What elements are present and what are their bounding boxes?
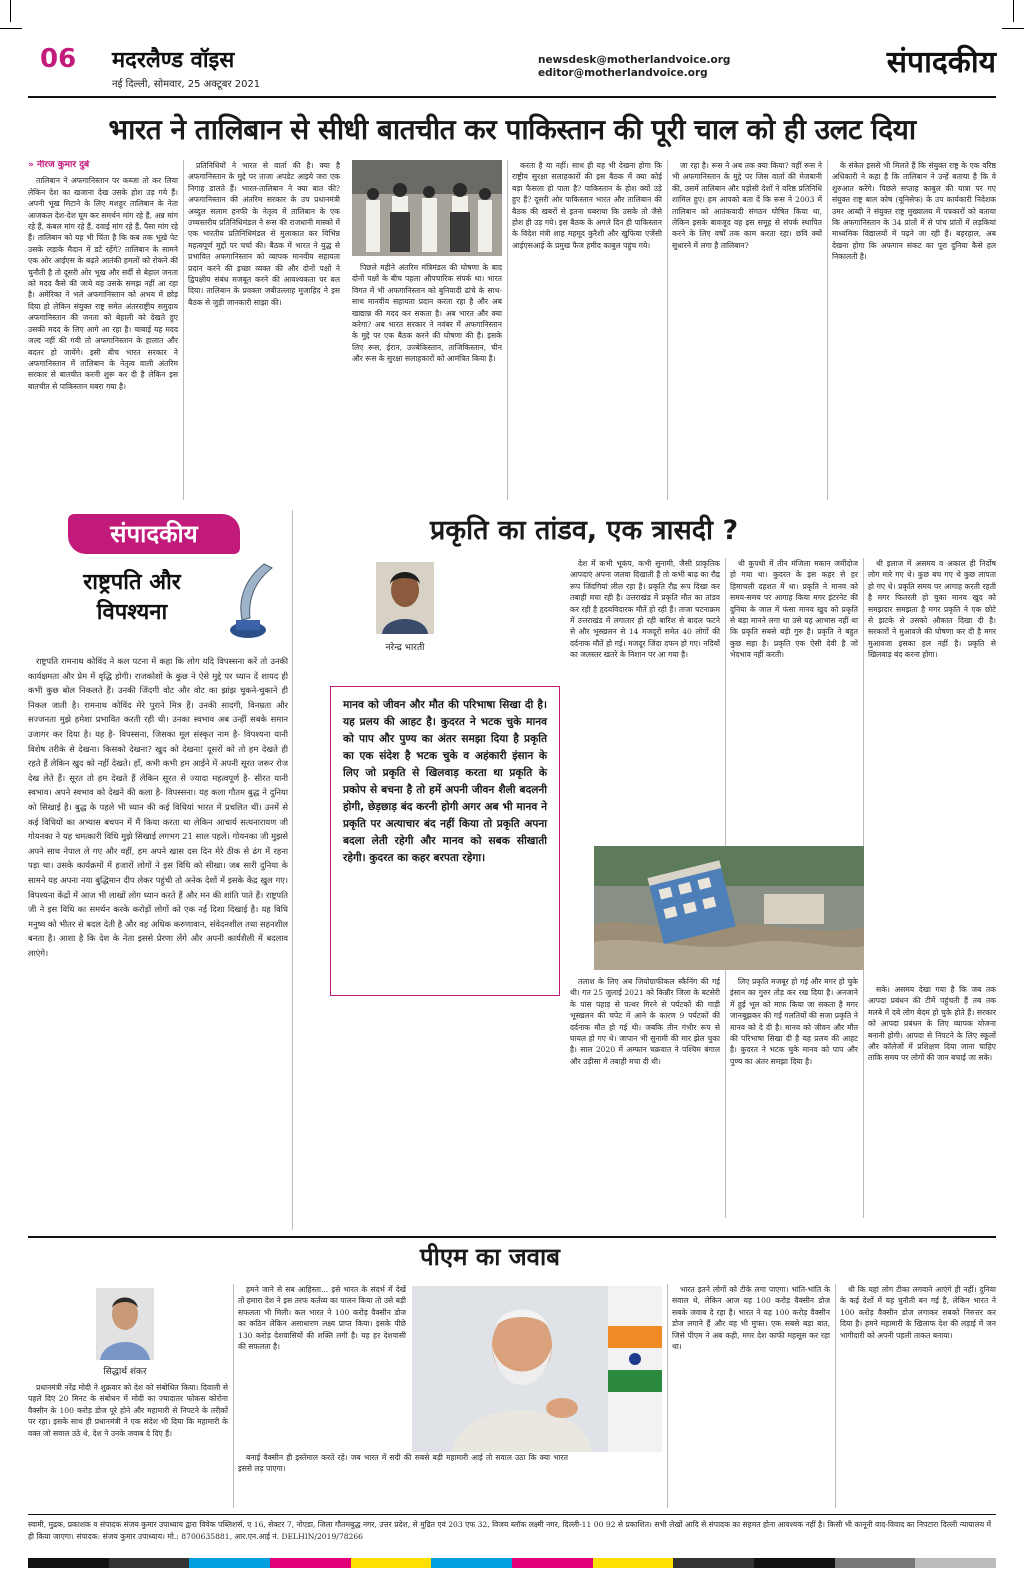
registration-color-bar bbox=[28, 1558, 996, 1568]
article2-text-6: सके। असमय देखा गया है कि जब तक आपदा प्रबंधन की टीमें पहुंचती हैं तब तक मलबे में दबे लोग बेदम हो चुके होते हैं। सरकार को आपदा प्रबंधन के लिए व्यापक योजना बनानी होगी। आपदा से निपटने के लिए स्कूलों और कॉलेजों में प्रशिक्षण दिया जाना चाहिए ताकि समय पर लोगों की जान बचाई जा सके। bbox=[868, 985, 996, 1063]
article3-text-2: हमने जाने से सब आहिस्ता... इसे भारत के संदर्भ में देखें तो हमारा देश ने इस तरफ कर्तव्य का पालन किया तो उसे बड़ी सफलता भी मिली। कल भारत ने 100 करोड़ वैक्सीन डोज का कठिन लेकिन असाधारण लक्ष्य प्राप्त किया। इसके पीछे 130 करोड़ देशवासियों की शक्ति लगी है। यह हर देशवासी की सफलता है। bbox=[238, 1285, 406, 1352]
contact-emails bbox=[538, 54, 730, 80]
color-swatch bbox=[915, 1558, 996, 1568]
imprint-footer bbox=[28, 1514, 996, 1552]
article1-column-3 bbox=[352, 262, 502, 500]
article3-column-2 bbox=[238, 1284, 406, 1404]
color-swatch bbox=[754, 1558, 835, 1568]
article2-text-4: तलाश के लिए अब जियोग्राफीकल स्कैनिंग की गई थी। गत 25 जुलाई 2021 को किन्नौर जिला के बटसेरी के पास पहाड़ से पत्थर गिरने से पर्यटकों की गाड़ी भूस्खलन की चपेट में आने के कारण 9 पर्यटकों की दर्दनाक मौत हो गई थी। जबकि तीन गंभीर रूप से घायल हो गए थे। जापान भी सुनामी की मार झेल चुका है। साल 2020 में अम्फान चक्रवात ने पश्चिम बंगाल और उड़ीसा में तबाही मचा दी थी। bbox=[570, 977, 720, 1066]
pm-photo bbox=[412, 1286, 662, 1452]
crop-mark-top-left bbox=[10, 0, 11, 22]
article2-column-3 bbox=[868, 558, 996, 978]
article3-column-1 bbox=[28, 1382, 228, 1506]
color-swatch bbox=[673, 1558, 754, 1568]
flood-photo bbox=[594, 846, 864, 970]
article3-column-4 bbox=[840, 1284, 996, 1508]
imprint-text: स्वामी, मुद्रक, प्रकाशक व संपादक संजय कुमार उपाध्याय द्वारा विवेक पब्लिशर्स, ए 16, सेक्टर 7, नोएडा, जिला गौतमबुद्ध नगर, उत्तर प्रदेश, से मुद्रित एवं 203 एफ 32, विजय ब्लॉक लक्ष्मी नगर, दिल्ली-11 00 92 से प्रकाशित। सभी लेखों आदि से संपादक का सहमत होना आवश्यक नहीं है। किसी भी कानूनी वाद-विवाद का निपटारा दिल्ली न्यायालय में ही किया जाएगा। संपादक: संजय कुमार उपाध्याय। मो.: 8700635881, आर.एन.आई नं. DELHIN/2019/78266 bbox=[28, 1520, 992, 1541]
article1-column-2 bbox=[188, 160, 340, 500]
column-divider bbox=[835, 1284, 836, 1508]
article1-column-5 bbox=[672, 160, 822, 500]
article2-text-5: लिए प्रकृति मजबूर हो गई और मगर हो चुके इंसान का गुरुर तोड़ कर रख दिया है। अनजाने में हुई भूल को माफ किया जा सकता है मगर जानबूझकर की गई गलतियों की सजा प्रकृति ने मानव को दे दी है। मानव को जीवन और मौत की परिभाषा सिखा दी है यह प्रलय की आहट है। कुदरत ने भटक चुके मानव को पाप और पुण्य का अंतर समझा दिया है। bbox=[730, 977, 858, 1066]
article2-pullquote: मानव को जीवन और मौत की परिभाषा सिखा दी है। यह प्रलय की आहट है। कुदरत ने भटक चुके मानव को पाप और पुण्य का अंतर समझा दिया है प्रकृति का एक संदेश है भटक चुके व अहंकारी इंसान के लिए जो प्रकृति से खिलवाड़ करता था प्रकृति के प्रकोप से बचना है तो हमें अपनी जीवन शैली बदलनी होगी, छेड़छाड़ बंद करनी होगी अगर अब भी मानव ने प्रकृति पर अत्याचार बंद नहीं किया तो प्रकृति अपना बदला लेती रहेगी और मानव को सबक सीखाती रहेगी। कुदरत का कहर बरपता रहेगा। bbox=[330, 686, 560, 996]
article3-headline: पीएम का जवाब bbox=[420, 1243, 560, 1271]
column-divider bbox=[292, 510, 293, 1230]
date-line: नई दिल्ली, सोमवार, 25 अक्टूबर 2021 bbox=[112, 79, 261, 90]
crop-mark-right bbox=[1002, 28, 1024, 29]
article3-text-4: थी कि यहां लोग टीका लगवाने आएंगे ही नहीं। दुनिया के कई देशों में यह चुनौती बन गई है, लेकिन भारत ने 100 करोड़ वैक्सीन डोज लगाकर सबको निरुत्तर कर दिया है। हमने महामारी के खिलाफ देश की लड़ाई में जन भागीदारी को अपनी पहली ताकत बनाया। bbox=[840, 1285, 996, 1340]
editorial-banner: संपादकीय bbox=[68, 514, 240, 554]
color-swatch bbox=[431, 1558, 512, 1568]
article3-text-3: भारत इतने लोगों को टीके लगा पाएगा। भांति-भांति के सवाल थे, लेकिन आज यह 100 करोड़ वैक्सीन डोज सबके जवाब दे रहा है। भारत ने यह 100 करोड़ वैक्सीन डोज लगाने हैं और वह भी मुफ्त। एक सबसे बड़ा बात, जिसे पीएम ने अब कही, मगर देश काफी महसूस कर रहा था। bbox=[672, 1285, 830, 1352]
editor-email[interactable]: editor@motherlandvoice.org bbox=[538, 67, 708, 79]
author-photo-siddharth bbox=[96, 1288, 154, 1360]
article3-column-3 bbox=[672, 1284, 830, 1508]
paper-name: मदरलैण्ड वॉइस bbox=[112, 48, 235, 73]
article1-column-4 bbox=[512, 160, 662, 500]
editorial-body-column bbox=[28, 654, 288, 1230]
article1-text-3: पिछले महीने अंतरिम मंत्रिमंडल की घोषणा के बाद दोनों पक्षों के बीच पहला औपचारिक संपर्क था। भारत विगत में भी अफगानिस्तान को बुनियादी ढांचे के साथ-साथ मानवीय सहायता प्रदान करता रहा है और अब खाद्यान्न की मदद कर सकता है। अब भारत और क्या करेगा? अब भारत सरकार ने नवंबर में अफगानिस्तान के मुद्दे पर एक बैठक करने की घोषणा की है। इसके लिए रूस, ईरान, उज्बेकिस्तान, ताजिकिस्तान, चीन और रूस के सुरक्षा सलाहकारों को आमंत्रित किया है। bbox=[352, 263, 502, 364]
column-divider bbox=[183, 160, 184, 500]
page-number: 06 bbox=[40, 44, 77, 74]
article1-text-4: करता है या नहीं। साथ ही यह भी देखना होगा कि राष्ट्रीय सुरक्षा सलाहकारों की इस बैठक में क्या कोई बड़ा फैसला हो पाता है? पाकिस्तान के होश क्यों उड़े हुए हैं? दूसरी ओर पाकिस्तान भारत और तालिबान की बैठक की खबरों से इतना घबराया कि उसके तो जैसे होश ही उड़ गये। इस बैठक के अगले दिन ही पाकिस्तान के विदेश मंत्री शाह महमूद कुरैशी और खुफिया एजेंसी आईएसआई के प्रमुख फैज हमीद काबुल पहुंच गये। bbox=[512, 161, 662, 250]
article2-column-5 bbox=[730, 976, 858, 1220]
color-swatch bbox=[109, 1558, 190, 1568]
editorial-body: राष्ट्रपति रामनाथ कोविंद ने कल पटना में कहा कि लोग यदि विपस्सना करें तो उनकी कार्यक्षमता और प्रेम में वृद्धि होगी। राजकोशों के कुछ ने ऐसे मुद्दे पर ध्यान दें शायद ही कभी कुछ बोल निकलते हैं। उनकी जिंदगी वोट और वोट का झांझ चुकने-चुकाने ही निकल जाती है। रामनाथ कोविंद मेरे पुराने मित्र हैं। उनकी सादगी, विनम्रता और सज्जनता मुझे हमेशा प्रभावित करती रही थी। उनका स्वभाव अब उन्हीं सबके समान उजागर कर दिया है। यह है- विपस्सना, जिसका मूल संस्कृत नाम है- विपश्यना यानी विशेष तरीके से देखना। किसको देखना? खुद को देखना! दूसरों को तो हम देखते ही रहते हैं लेकिन खुद को नहीं देखते। हाँ, कभी कभी हम आईने में अपनी सूरत जरूर रोज देख लेते हैं। सूरत तो हम देखते हैं लेकिन सूरत से ज्यादा महत्वपूर्ण है- सीरत यानी स्वभाव। अपने स्वभाव को देखने की कला है- विपस्सना। यह कला गौतम बुद्ध ने दुनिया को सिखाई है। बुद्ध के पहले भी ध्यान की कई विधियां भारत में प्रचलित थीं। उनमें से कई विधियों का अभ्यास बचपन में मैं किया करता था लेकिन आचार्य सत्यनारायण जी गोयनका ने यह चमत्कारी विधि मुझे सिखाई लगभग 21 साल पहले। गोयनका जी मुझसे अपने साथ नेपाल ले गए और वहीं, हम अपने खास दस दिन मेरे ठीक से ढंग में रहना पड़ा था। उसके कार्यक्रमों में हजारों लोगों ने इस विधि को सीखा। जब सारी दुनिया के सामने यह अपना नया बुद्धिमान दीप लेकर पहुंची तो अनेक देशों में इसके केंद्र खुल गए। विपश्यना केंद्रों में आज भी लाखों लोग ध्यान करते हैं और मन की शांति पाते हैं। राष्ट्रपति जी ने इस विधि का समर्थन करके करोड़ों लोगों को एक नई दिशा दिखाई है। यह विधि मनुष्य को भीतर से बदल देती है और वह अधिक करुणावान, संवेदनशील तथा सहनशील बनता है। आशा है कि देश के नेता इससे प्रेरणा लेंगे और अपनी कार्यशैली में बदलाव लाएंगे। bbox=[28, 656, 288, 958]
newsdesk-email[interactable]: newsdesk@motherlandvoice.org bbox=[538, 54, 731, 66]
article2-column-1 bbox=[570, 558, 720, 840]
article2-text-1: देश में कभी भूकंप, कभी सुनामी, जैसी प्राकृतिक आपदाएं अपना जलवा दिखाती हैं तो कभी बाढ़ का रौद्र रूप जिंदगियां लील रहा है। प्रकृति रौद्र रूप दिखा कर तबाही मचा रही है। उत्तराखंड में प्रकृति मौत का तांडव कर रही है हृदयविदारक मौतें हो रही हैं। ताजा घटनाक्रम में उत्तराखंड में लगातार हो रही बारिश से बादल फटने से और भूस्खलन से 14 मजदूरों समेत 40 लोगों की दर्दनाक मौतें हो गई। मजदूर जिंदा दफन हो गए। नदियों का जलस्तर खतरे के निशान पर आ गया है। bbox=[570, 559, 720, 660]
article1-column-6 bbox=[832, 160, 996, 500]
article1-byline: » नीरज कुमार दुबे bbox=[28, 160, 90, 170]
color-swatch bbox=[351, 1558, 432, 1568]
crop-mark-left bbox=[0, 28, 22, 29]
column-divider bbox=[667, 1284, 668, 1508]
color-swatch bbox=[835, 1558, 916, 1568]
article3-column-5 bbox=[238, 1452, 568, 1508]
article2-author: नरेन्द्र भारती bbox=[385, 643, 425, 653]
crop-mark-top-right bbox=[1013, 0, 1014, 22]
masthead bbox=[28, 40, 996, 98]
color-swatch bbox=[189, 1558, 270, 1568]
article2-text-2: थी कुपथी में तीन मंजिला मकान जमींदोज हो गया था। कुदरत के इस कहर से हर हिमाचली दहशत में था। प्रकृति ने मानव को समय-समय पर आगाह किया मगर इंटरनेट की दुनिया के जाल में फंसा मानव खुद को प्रकृति से बड़ा मानने लगा था उसे यह आभास नहीं था कि प्रकृति सबसे बड़ी गुरु है। प्रकृति ने बहुत कुछ सहा है। प्रकृति एक ऐसी देवी है जो भेदभाव नहीं करती। bbox=[730, 559, 858, 660]
column-divider bbox=[507, 160, 508, 500]
ink-quill-icon bbox=[224, 560, 280, 640]
editorial-title: राष्ट्रपति और विपश्यना bbox=[83, 570, 181, 625]
article3-text-1: प्रधानमंत्री नरेंद्र मोदी ने शुक्रवार को देश को संबोधित किया। दिवाली से पहले दिए 20 मिनट के संबोधन में मोदी का ज्यादातर फोकस कोरोना वैक्सीन के 100 करोड़ डोज पूरे होने और महामारी से निपटने के तरीकों पर रहा। इसके साथ ही प्रधानमंत्री ने एक संदेश भी दिया कि महामारी के वक्त जो सवाल उठे थे, देश ने उनके जवाब दे दिए हैं। bbox=[28, 1383, 228, 1438]
color-swatch bbox=[270, 1558, 351, 1568]
article1-headline: भारत ने तालिबान से सीधी बातचीत कर पाकिस्तान की पूरी चाल को ही उलट दिया bbox=[108, 113, 916, 146]
column-divider bbox=[827, 160, 828, 500]
article2-headline: प्रकृति का तांडव, एक त्रासदी ? bbox=[430, 515, 739, 546]
taliban-meeting-photo bbox=[352, 160, 502, 256]
article2-column-2 bbox=[730, 558, 858, 840]
article2-text-3: थी इलाज में असमय व अकाल ही निर्दोष लोग मारे गए थे। कुछ बच गए थे कुछ लापता हो गए थे। प्रकृति समय पर आगाह करती रहती है मगर फितरती हो चुका मानव खुद को समझदार समझता है मगर प्रकृति ने एक छोटे से झटके से उसको औकात दिखा दी है। सरकारों ने मुआवजे की घोषणा कर दी है मगर मुआवजा इसका हल नहीं है। प्रकृति से खिलवाड़ बंद करना होगा। bbox=[868, 559, 996, 660]
column-divider bbox=[233, 1284, 234, 1508]
article1-text-2: प्रतिनिधियों ने भारत से वार्ता की है। क्या है अफगानिस्तान के मुद्दे पर ताजा अपडेट आइये जरा एक निगाह डालते हैं। भारत-तालिबान ने क्या बात की? अफगानिस्तान की अंतरिम सरकार के उप प्रधानमंत्री अब्दुल सलाम हनफी के नेतृत्व में तालिबान के एक उच्चस्तरीय प्रतिनिधिमंडल ने रूस की राजधानी मास्को में एक भारतीय प्रतिनिधिमंडल से मुलाकात कर विभिन्न महत्वपूर्ण मुद्दों पर चर्चा की। बैठक में भारत ने युद्ध से प्रभावित अफगानिस्तान को व्यापक मानवीय सहायता प्रदान करने की इच्छा व्यक्त की और दोनों पक्षों ने द्विपक्षीय संबंध मजबूत करने की आवश्यकता पर बल दिया। तालिबान के प्रवक्ता जबीउल्लाह मुजाहिद ने इस बैठक से जुड़ी जानकारी साझा की। bbox=[188, 161, 340, 307]
article2-column-6 bbox=[868, 984, 996, 1220]
article1-text-5: जा रहा है। रूस ने अब तक क्या किया? वहीं रूस ने भी अफगानिस्तान के मुद्दे पर जिस वार्ता की मेजबानी की, उसमें तालिबान और पड़ोसी देशों ने वरिष्ठ प्रतिनिधि शामिल हुए। हम आपको बता दें कि रूस ने 2003 में तालिबान को आतंकवादी संगठन घोषित किया था, लेकिन इसके बावजूद वह इस समूह से संपर्क स्थापित करने के लिए वर्षों तक काम करता रहा। छवि क्यों सुधारने में लगा है तालिबान? bbox=[672, 161, 822, 250]
column-divider bbox=[667, 160, 668, 500]
article2-column-4 bbox=[570, 976, 720, 1220]
article3-text-5: बनाई वैक्सीन ही इस्तेमाल करते रहे। जब भारत में सदी की सबसे बड़ी महामारी आई तो सवाल उठा कि क्या भारत इससे लड़ पाएगा। bbox=[238, 1453, 568, 1474]
editorial-header bbox=[28, 510, 290, 648]
author-photo-narendra bbox=[376, 562, 434, 634]
article3-author: सिद्धार्थ शंकर bbox=[103, 1367, 147, 1377]
color-swatch bbox=[593, 1558, 674, 1568]
article1-text-1: तालिबान ने अफगानिस्तान पर कब्जा तो कर लिया लेकिन देश का खजाना देख उसके होश उड़ गये हैं। अपनी भूख मिटाने के लिए मशहूर तालिबान के नेता आजकल देश-देश घूम कर समर्थन मांग रहे हैं, अन्न मांग रहे हैं, कंबल मांग रहे हैं, दवाई मांग रहे हैं, पैसा मांग रहे हैं। तालिबान को यह भी चिंता है कि कब तक भूखे पेट उसके लड़ाके मैदान में डटे रहेंगे? तालिबान के सामने एक ओर आईएस के बढ़ते आतंकी हमलों को रोकने की चुनौती है तो दूसरी ओर भूख और सर्दी से बेहाल जनता को मदद कैसे की जाये यह उसके समझ नहीं आ रहा है। अमेरिका ने भले अफगानिस्तान को अभय में छोड़ दिया हो लेकिन संयुक्त राष्ट्र समेत अंतरराष्ट्रीय समुदाय अफगानिस्तान की जनता को बेहाली को देखते हुए उसकी मदद के लिए आगे आ रहा है। चाबाई यह मदद जल्द नहीं की गयी तो अफगानिस्तान के हालात और बदतर हो जायेंगे। इसी बीच भारत सरकार ने अफगानिस्तान में तालिबान के नेतृत्व वाली अंतरिम सरकार से बातचीत करनी शुरू कर दी है लेकिन इस बातचीत से पाकिस्तान घबरा गया है। bbox=[28, 176, 178, 391]
article1-text-6: के संकेत इससे भी मिलते हैं कि संयुक्त राष्ट्र के एक वरिष्ठ अधिकारी ने कहा है कि तालिबान ने उन्हें बताया है कि वे शुरुआत करेंगे। पिछले सप्ताह काबुल की यात्रा पर गए संयुक्त राष्ट्र बाल कोष (यूनिसेफ) के उप कार्यकारी निदेशक उमर आब्दी ने संयुक्त राष्ट्र मुख्यालय में पत्रकारों को बताया कि अफगानिस्तान के 34 प्रांतों में से पांच प्रांतों में लड़कियां माध्यमिक विद्यालयों में पढ़ने जा रही हैं। बहरहाल, अब देखना होगा कि अफगान संकट का पूरा दुनिया कैसे हल निकालती है। bbox=[832, 161, 996, 262]
color-swatch bbox=[28, 1558, 109, 1568]
section-label: संपादकीय bbox=[886, 45, 996, 80]
color-swatch bbox=[512, 1558, 593, 1568]
article1-column-1 bbox=[28, 160, 178, 500]
